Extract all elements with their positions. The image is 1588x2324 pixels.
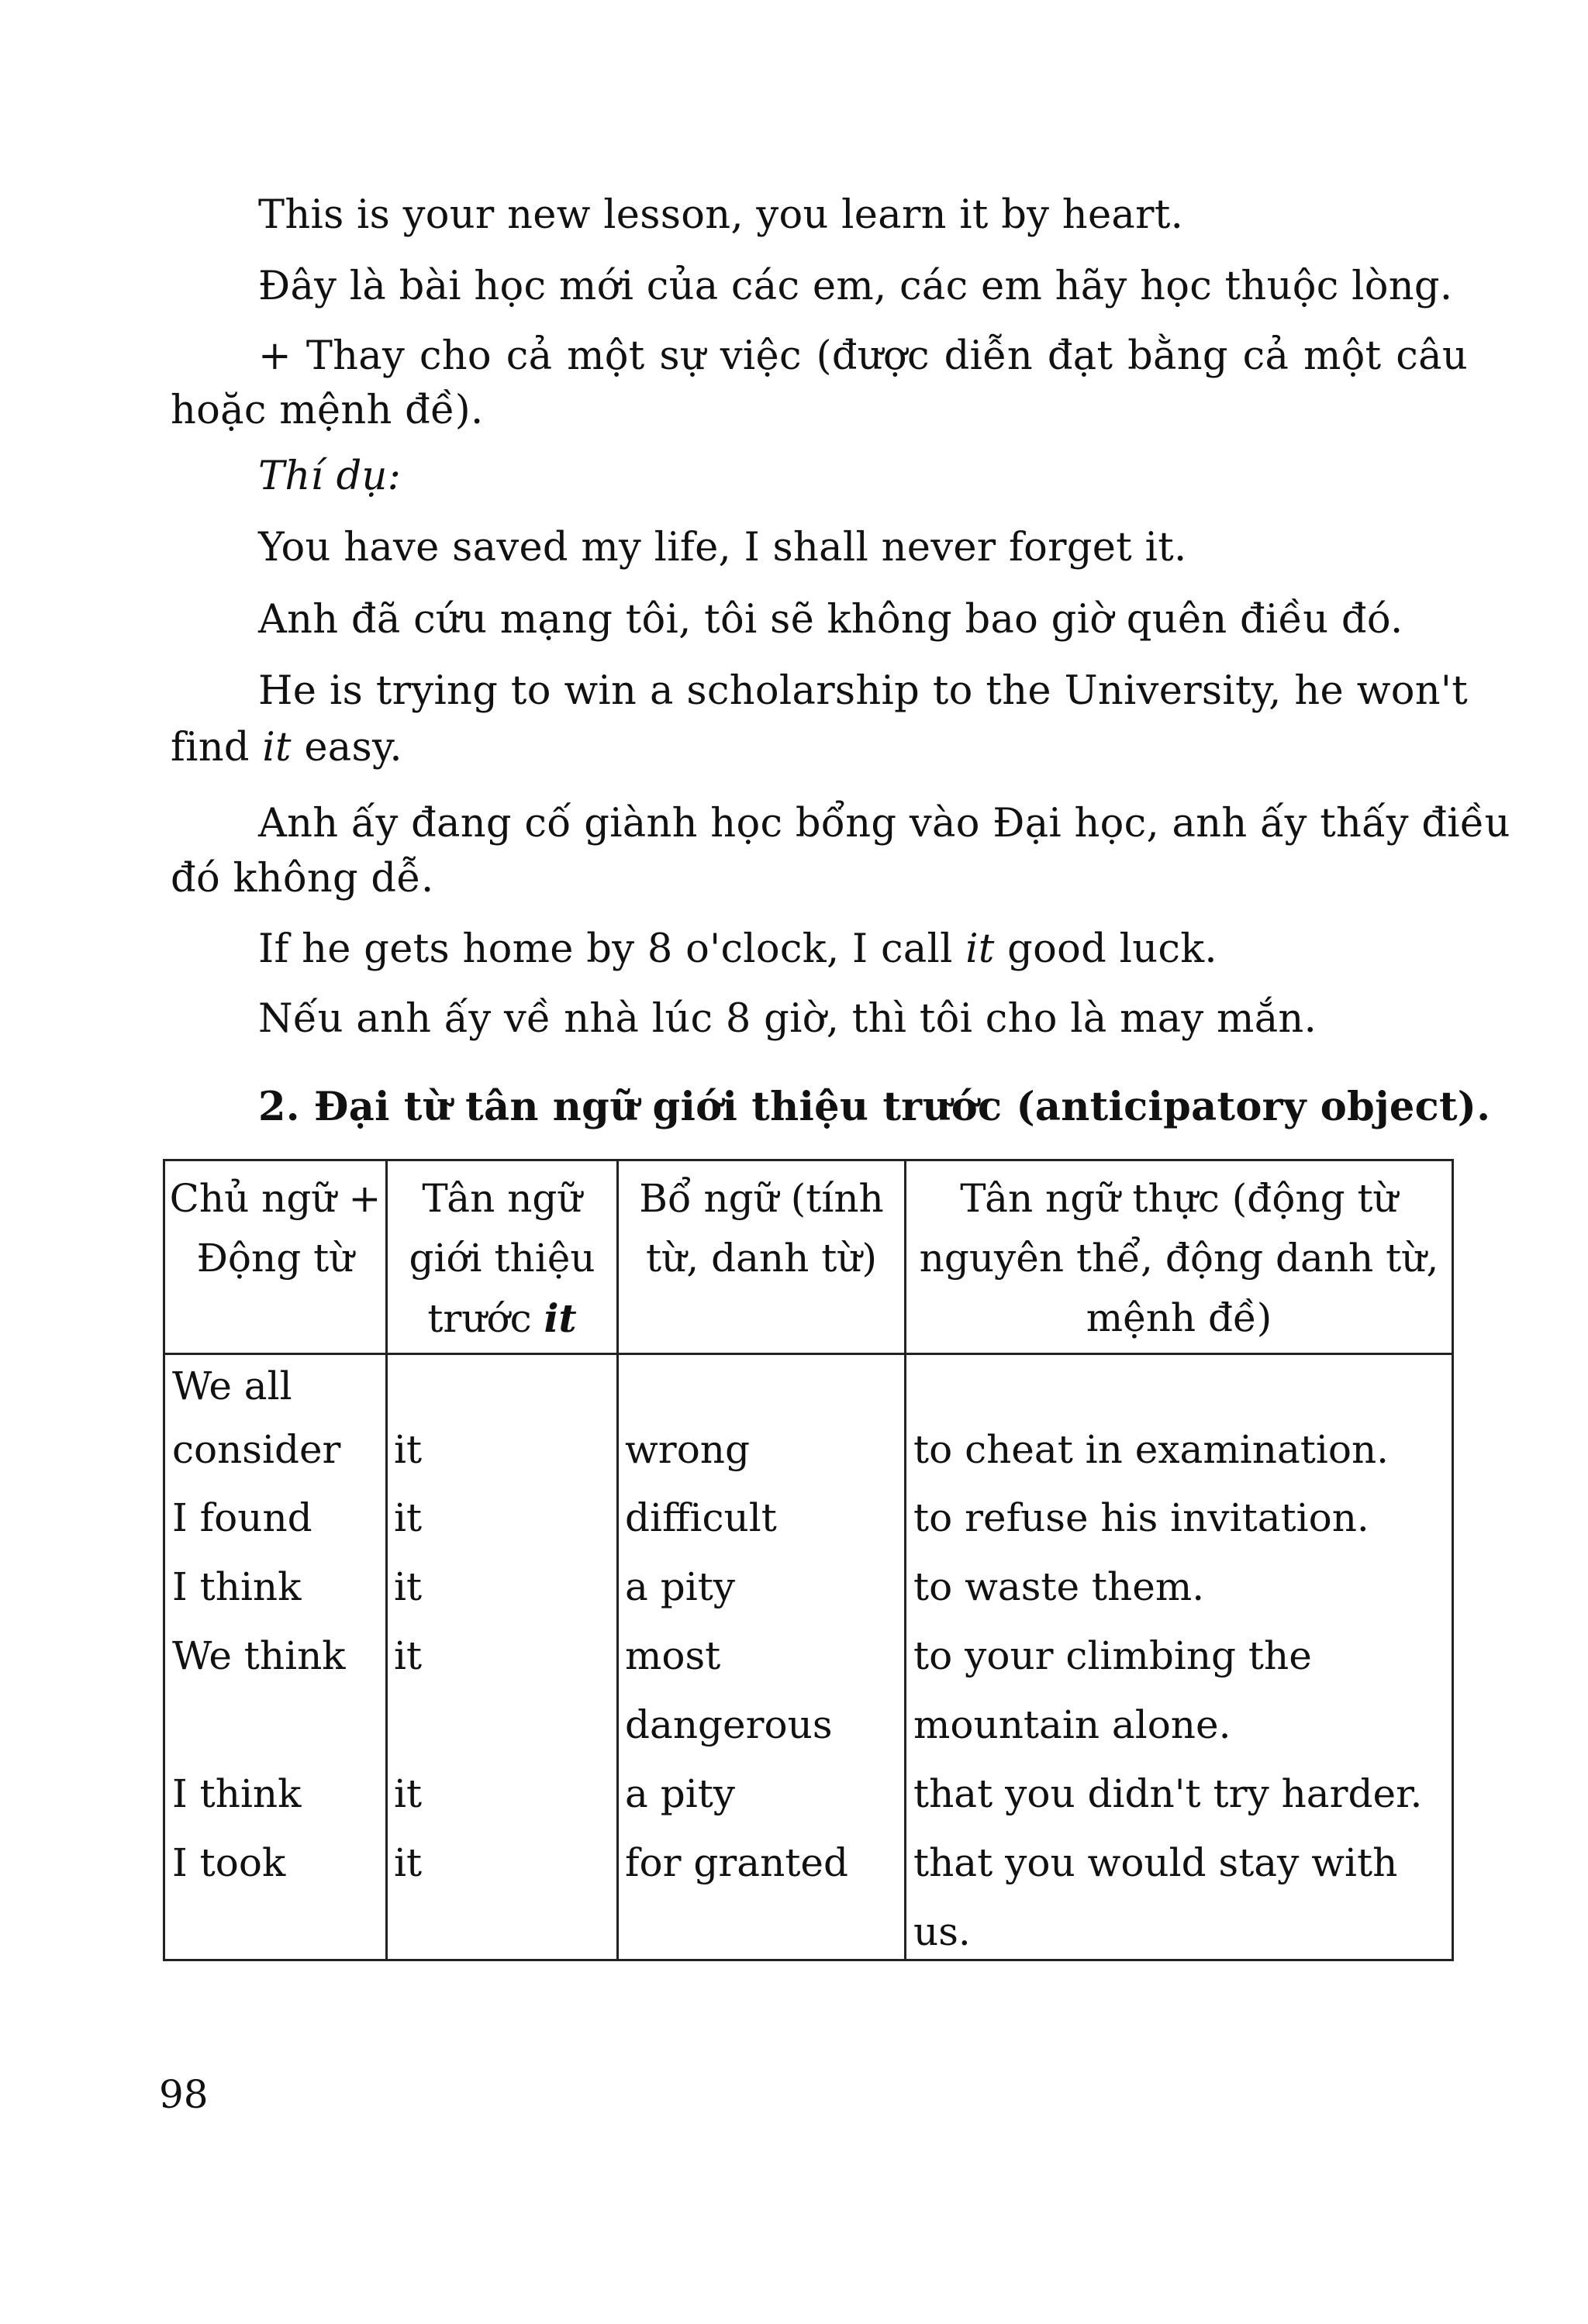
row-4-object: it: [394, 1633, 423, 1678]
row-4-complement: most: [625, 1633, 721, 1678]
row-6-object: it: [394, 1771, 423, 1816]
example-label: Thí dụ:: [258, 453, 402, 499]
rule-text-line-1: + Thay cho cả một sự việc (được diễn đạt bằng cả một câu: [258, 333, 1468, 379]
example-vietnamese-2: Anh đã cứu mạng tôi, tôi sẽ không bao giờ quên điều đó.: [258, 597, 1403, 643]
section-heading: 2. Đại từ tân ngữ giới thiệu trước (anticipatory object).: [258, 1084, 1491, 1130]
header-complement: Bổ ngữ (tính từ, danh từ): [639, 1176, 884, 1281]
row-7-real-object: that you would stay with: [913, 1840, 1398, 1885]
page-number: 98: [159, 2072, 209, 2117]
example-english-2: You have saved my life, I shall never forget it.: [258, 525, 1187, 571]
row-1-subject: consider: [172, 1427, 341, 1472]
row-2-complement: difficult: [625, 1495, 777, 1540]
row-1-object: it: [394, 1427, 423, 1472]
rule-text-line-2: hoặc mệnh đề).: [171, 388, 484, 433]
table-right-border: [1452, 1159, 1454, 1961]
row-5-real-object: mountain alone.: [913, 1702, 1231, 1747]
table-bottom-border: [163, 1959, 1454, 1961]
example-vietnamese-1: Đây là bài học mới của các em, các em hãy học thuộc lòng.: [258, 264, 1453, 309]
table-top-border: [163, 1159, 1454, 1161]
row-0-subject: We all: [172, 1364, 292, 1409]
row-1-complement: wrong: [625, 1427, 751, 1472]
row-3-complement: a pity: [625, 1564, 736, 1609]
example-english-1: This is your new lesson, you learn it by heart.: [258, 192, 1184, 238]
row-6-complement: a pity: [625, 1771, 736, 1816]
row-2-object: it: [394, 1495, 423, 1540]
row-1-real-object: to cheat in examination.: [913, 1427, 1390, 1472]
example-vietnamese-3-line-2: đó không dễ.: [171, 856, 434, 902]
row-2-subject: I found: [172, 1495, 312, 1540]
header-anticipatory-object: Tân ngữ giới thiệu trước it: [409, 1176, 596, 1341]
example-english-3-line-2: find it easy.: [171, 725, 402, 771]
row-6-real-object: that you didn't try harder.: [913, 1771, 1423, 1816]
row-4-real-object: to your climbing the: [913, 1633, 1312, 1678]
row-3-object: it: [394, 1564, 423, 1609]
example-vietnamese-4: Nếu anh ấy về nhà lúc 8 giờ, thì tôi cho là may mắn.: [258, 996, 1317, 1042]
example-english-3-line-1: He is trying to win a scholarship to the University, he won't: [258, 668, 1468, 714]
row-2-real-object: to refuse his invitation.: [913, 1495, 1369, 1540]
row-4-subject: We think: [172, 1633, 346, 1678]
row-7-object: it: [394, 1840, 423, 1885]
row-7-complement: for granted: [625, 1840, 849, 1885]
header-subject-verb: Chủ ngữ + Động từ: [169, 1176, 381, 1281]
row-3-real-object: to waste them.: [913, 1564, 1205, 1609]
example-vietnamese-3-line-1: Anh ấy đang cố giành học bổng vào Đại học, anh ấy thấy điều: [258, 801, 1510, 847]
header-real-object: Tân ngữ thực (động từ nguyên thể, động danh từ, mệnh đề): [919, 1176, 1439, 1340]
row-8-real-object: us.: [913, 1909, 971, 1954]
row-7-subject: I took: [172, 1840, 286, 1885]
row-6-subject: I think: [172, 1771, 302, 1816]
table-header-divider: [163, 1353, 1454, 1355]
row-5-complement: dangerous: [625, 1702, 833, 1747]
example-english-4: If he gets home by 8 o'clock, I call it good luck.: [258, 926, 1217, 972]
row-3-subject: I think: [172, 1564, 302, 1609]
